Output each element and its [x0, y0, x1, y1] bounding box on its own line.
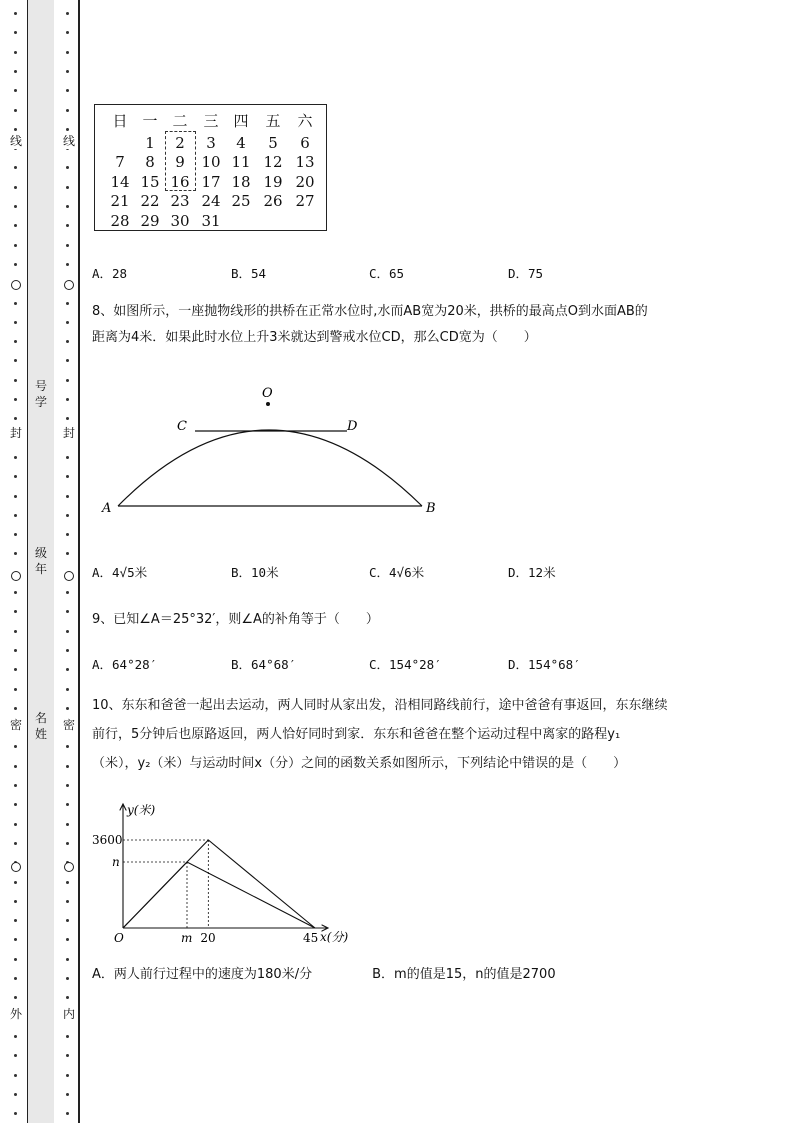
q8-stem	[92, 299, 752, 351]
margin-dot	[14, 398, 17, 401]
margin-dot	[66, 533, 69, 536]
binding-hole-mark	[11, 571, 21, 581]
calendar-day: 7	[115, 153, 125, 171]
y-tick-label: 3600	[92, 833, 123, 847]
q9-option-c[interactable]: C．154°28′	[369, 657, 442, 672]
margin-dot	[66, 456, 69, 459]
margin-dot	[14, 900, 17, 903]
margin-dot	[66, 263, 69, 266]
calendar-day: 18	[231, 172, 251, 191]
margin-dot	[14, 1112, 17, 1115]
series-line-1	[123, 840, 315, 928]
grade-field-label: 级 年	[34, 546, 47, 576]
margin-dot	[66, 475, 69, 478]
margin-dot	[14, 109, 17, 112]
margin-dot	[14, 688, 17, 691]
calendar-day: 4	[236, 133, 246, 152]
margin-dot	[66, 649, 69, 652]
q8-option-b[interactable]: B．10米	[231, 565, 279, 580]
margin-dot	[14, 803, 17, 806]
margin-dot	[14, 89, 17, 92]
y-axis-label: y(米)	[127, 803, 156, 817]
margin-dot	[66, 398, 69, 401]
name-field-label: 名 姓	[34, 711, 47, 741]
calendar-table	[94, 104, 327, 231]
margin-dot	[14, 417, 17, 420]
calendar-weekday: 四	[233, 112, 249, 130]
margin-dot	[66, 552, 69, 555]
calendar-week-row	[95, 152, 328, 172]
calendar-weekday: 二	[172, 112, 188, 130]
margin-dot	[66, 302, 69, 305]
q9-stem: 9、已知∠A＝25°32′，则∠A的补角等于（ ）	[92, 612, 379, 627]
margin-dot	[14, 552, 17, 555]
calendar-day: 3	[206, 133, 216, 152]
calendar-day: 26	[263, 192, 283, 210]
q10-options	[92, 962, 732, 988]
q10-stem-line2: 前行，5分钟后也原路返回，两人恰好同时到家．东东和爸爸在整个运动过程中离家的路程y₁	[92, 727, 621, 742]
margin-dot	[66, 1054, 69, 1057]
margin-dot	[66, 842, 69, 845]
calendar-day: 23	[170, 192, 190, 210]
calendar-day: 10	[201, 153, 221, 171]
margin-dot	[14, 707, 17, 710]
arch-bridge-figure	[100, 380, 450, 520]
apex-point	[266, 402, 270, 406]
calendar-weekday: 三	[203, 112, 219, 130]
margin-dot	[14, 610, 17, 613]
margin-dot	[14, 649, 17, 652]
margin-dot	[66, 205, 69, 208]
q8-option-a[interactable]: A．4√5米	[92, 565, 148, 580]
inner-dotted-line	[61, 0, 75, 1123]
margin-dot	[66, 128, 69, 131]
margin-dot	[14, 12, 17, 15]
margin-dot	[66, 340, 69, 343]
margin-dot	[14, 881, 17, 884]
margin-dot	[14, 495, 17, 498]
margin-dot	[14, 186, 17, 189]
binding-hole-mark	[64, 280, 74, 290]
calendar-day: 21	[110, 192, 130, 210]
y-tick-label: n	[112, 855, 120, 869]
margin-dot	[14, 977, 17, 980]
margin-dot	[66, 1035, 69, 1038]
margin-dot	[14, 244, 17, 247]
calendar-weekday: 六	[297, 112, 313, 130]
student-number-field-label: 号 学	[34, 379, 47, 409]
calendar-weekday: 五	[265, 112, 281, 130]
margin-dot	[14, 1054, 17, 1057]
margin-dot	[66, 823, 69, 826]
margin-dot	[66, 70, 69, 73]
margin-dot	[66, 1074, 69, 1077]
margin-dot	[14, 321, 17, 324]
calendar-weekday: 一	[142, 112, 158, 130]
margin-dot	[14, 842, 17, 845]
calendar-day: 8	[145, 153, 155, 171]
margin-dot	[14, 1035, 17, 1038]
q10-stem-line3: （米），y₂（米）与运动时间x（分）之间的函数关系如图所示，下列结论中错误的是（ ）	[92, 756, 627, 771]
margin-dot	[66, 745, 69, 748]
margin-dot	[14, 1074, 17, 1077]
calendar-day: 9	[175, 153, 185, 171]
margin-dot	[66, 514, 69, 517]
margin-dot	[14, 70, 17, 73]
margin-dot	[14, 958, 17, 961]
q8-stem-line2: 距离为4米．如果此时水位上升3米就达到警戒水位CD，那么CD宽为（ ）	[92, 330, 537, 345]
calendar-day: 31	[201, 211, 221, 230]
origin-label: O	[114, 931, 124, 945]
margin-dot	[66, 12, 69, 15]
inner-label-nei: 内	[62, 1007, 75, 1021]
margin-dot	[14, 166, 17, 169]
margin-dot	[66, 900, 69, 903]
margin-dot	[14, 51, 17, 54]
calendar-day: 24	[201, 192, 221, 210]
q8-stem-line1: 8、如图所示，一座抛物线形的拱桥在正常水位时,水而AB宽为20米，拱桥的最高点O到水面AB的	[92, 304, 648, 319]
x-axis-label: x(分)	[320, 930, 349, 944]
calendar-day: 25	[231, 192, 251, 210]
calendar-day: 22	[140, 192, 160, 210]
binding-hole-mark	[11, 280, 21, 290]
margin-dot	[66, 668, 69, 671]
margin-dot	[66, 688, 69, 691]
calendar-header-row	[95, 111, 328, 131]
calendar-day: 15	[140, 172, 160, 191]
q8-option-d[interactable]: D．12米	[508, 565, 556, 580]
calendar-day: 14	[110, 172, 130, 191]
margin-dot	[14, 514, 17, 517]
margin-dot	[66, 958, 69, 961]
margin-dot	[66, 51, 69, 54]
inner-label-xian: 线	[62, 134, 75, 148]
margin-dot	[66, 881, 69, 884]
calendar-day: 29	[140, 211, 160, 230]
binding-hole-mark	[11, 862, 21, 872]
margin-dot	[14, 263, 17, 266]
margin-dot	[14, 475, 17, 478]
margin-dot	[14, 302, 17, 305]
margin-dot	[14, 31, 17, 34]
margin-dot	[66, 495, 69, 498]
margin-dot	[66, 244, 69, 247]
margin-dot	[14, 456, 17, 459]
calendar-day: 16	[170, 172, 190, 191]
q9-option-d[interactable]: D．154°68′	[508, 657, 581, 672]
margin-dot	[66, 591, 69, 594]
calendar-day: 11	[231, 153, 251, 171]
calendar-day: 20	[295, 172, 315, 191]
q7-option-c[interactable]: C．65	[369, 266, 405, 281]
label-d: D	[347, 419, 358, 434]
calendar-day: 17	[201, 172, 221, 191]
margin-dot	[14, 224, 17, 227]
margin-dot	[66, 977, 69, 980]
margin-dot	[14, 745, 17, 748]
margin-dot	[66, 784, 69, 787]
label-c: C	[177, 419, 187, 434]
q7-option-a[interactable]: A．28	[92, 266, 128, 281]
margin-dot	[66, 31, 69, 34]
q9-option-a[interactable]: A．64°28′	[92, 657, 158, 672]
inner-label-feng: 封	[62, 426, 75, 440]
margin-dot	[14, 591, 17, 594]
calendar-day: 28	[110, 211, 130, 230]
margin-dot	[66, 359, 69, 362]
x-tick-label: 45	[303, 931, 319, 945]
calendar-week-row	[95, 211, 328, 231]
margin-dot	[14, 919, 17, 922]
margin-dot	[14, 379, 17, 382]
outer-dotted-line	[9, 0, 23, 1123]
margin-dot	[66, 379, 69, 382]
q10-stem-line1: 10、东东和爸爸一起出去运动，两人同时从家出发，沿相同路线前行，途中爸爸有事返回，东东继续	[92, 698, 668, 713]
margin-dot	[66, 707, 69, 710]
margin-dot	[66, 1093, 69, 1096]
binding-hole-mark	[64, 862, 74, 872]
margin-dot	[66, 803, 69, 806]
calendar-day: 27	[295, 192, 315, 210]
margin-dot	[66, 630, 69, 633]
label-b: B	[426, 501, 436, 516]
q10-option-a[interactable]: A．两人前行过程中的速度为180米/分	[92, 967, 313, 982]
calendar-day: 2	[175, 133, 185, 152]
calendar-day: 19	[263, 172, 283, 191]
margin-dot	[14, 996, 17, 999]
x-tick-label: 20	[200, 931, 216, 945]
margin-dot	[14, 359, 17, 362]
margin-dot	[66, 1112, 69, 1115]
series-line-2	[123, 862, 315, 928]
calendar-day: 5	[268, 133, 278, 152]
q8-option-c[interactable]: C．4√6米	[369, 565, 425, 580]
calendar-week-row	[95, 172, 328, 192]
margin-dot	[66, 938, 69, 941]
margin-dot	[66, 186, 69, 189]
calendar-week-row	[95, 191, 328, 211]
calendar-week-row	[95, 133, 328, 153]
outer-label-feng: 封	[9, 426, 22, 440]
margin-dot	[14, 340, 17, 343]
calendar-day: 12	[263, 153, 283, 171]
margin-dot	[66, 109, 69, 112]
distance-time-chart	[90, 798, 370, 950]
outer-label-xian: 线	[9, 134, 22, 148]
margin-dot	[66, 321, 69, 324]
x-tick-label: m	[181, 931, 193, 945]
margin-dot	[14, 765, 17, 768]
margin-dot	[14, 533, 17, 536]
calendar-weekday: 日	[112, 112, 128, 130]
label-o: O	[262, 386, 273, 401]
q7-option-d[interactable]: D．75	[508, 266, 544, 281]
label-a: A	[102, 501, 112, 516]
margin-dot	[66, 89, 69, 92]
margin-dot	[14, 128, 17, 131]
q10-stem	[92, 691, 752, 778]
q9-option-b[interactable]: B．64°68′	[231, 657, 297, 672]
binding-hole-mark	[64, 571, 74, 581]
outer-label-wai: 外	[9, 1007, 22, 1021]
outer-label-mi: 密	[9, 718, 22, 732]
inner-label-mi: 密	[62, 718, 75, 732]
q10-option-b[interactable]: B．m的值是15，n的值是2700	[372, 967, 556, 982]
margin-dot	[14, 630, 17, 633]
margin-dot	[14, 668, 17, 671]
margin-dot	[14, 205, 17, 208]
calendar-day: 1	[145, 133, 155, 152]
margin-dot	[14, 1093, 17, 1096]
margin-dot	[14, 784, 17, 787]
margin-dot	[66, 224, 69, 227]
q7-option-b[interactable]: B．54	[231, 266, 267, 281]
calendar-day: 30	[170, 211, 190, 230]
margin-dot	[14, 938, 17, 941]
margin-dot	[66, 919, 69, 922]
margin-dot	[66, 610, 69, 613]
margin-dot	[66, 996, 69, 999]
margin-dot	[14, 823, 17, 826]
calendar-day: 6	[300, 133, 310, 152]
margin-dot	[66, 765, 69, 768]
margin-dot	[66, 166, 69, 169]
margin-dot	[66, 417, 69, 420]
calendar-day: 13	[295, 153, 315, 171]
